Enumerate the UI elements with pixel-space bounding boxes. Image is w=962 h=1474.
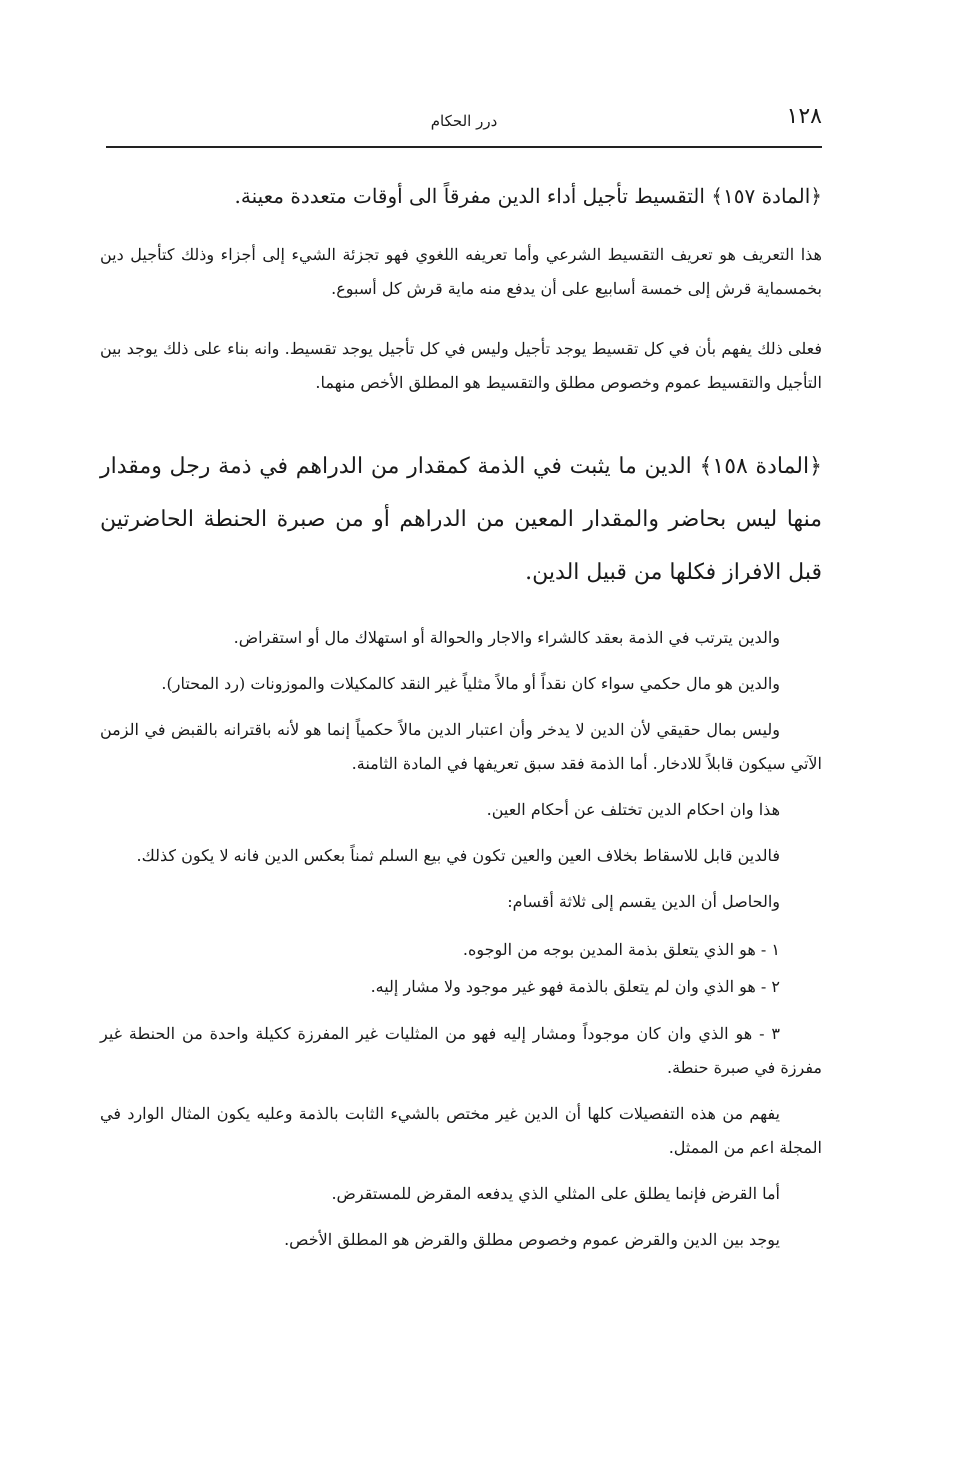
paragraph-157-1: هذا التعريف هو تعريف التقسيط الشرعي وأما تعريفه اللغوي فهو تجزئة الشيء إلى أجزاء وذلك كتأجيل دين بخمسماية قرش إلى خمسة أسابيع على أن يدفع منه ماية قرش كل أسبوع. <box>100 245 822 298</box>
paragraph-158-5: فالدين قابل للاسقاط بخلاف العين والعين تكون في بيع السلم ثمناً بعكس الدين فانه لا يكون كذلك. <box>136 846 780 865</box>
list-item: ٢ - هو الذي وان لم يتعلق بالذمة فهو غير موجود ولا مشار إليه. <box>370 977 780 996</box>
paragraph-158-4: هذا وان احكام الدين تختلف عن أحكام العين. <box>486 800 780 819</box>
list-item: ١ - هو الذي يتعلق بذمة المدين بوجه من الوجوه. <box>462 940 780 959</box>
closing-paragraph-3: يوجد بين الدين والقرض عموم وخصوص مطلق والقرض هو المطلق الأخص. <box>284 1230 780 1249</box>
paragraph-158-6: والحاصل أن الدين يقسم إلى ثلاثة أقسام: <box>507 892 780 911</box>
list-item-3: ٣ - هو الذي وان كان موجوداً ومشار إليه فهو من المثليات غير المفرزة ككيلة واحدة من الحنطة غير مفرزة في صبرة حنطة. <box>100 1024 822 1077</box>
debt-types-list <box>100 931 822 1005</box>
header-divider <box>106 146 822 148</box>
closing-paragraph-2: أما القرض فإنما يطلق على المثلي الذي يدفعه المقرض للمستقرض. <box>331 1184 780 1203</box>
paragraph-158-3: وليس بمال حقيقي لأن الدين لا يدخر وأن اعتبار الدين مالاً حكمياً إنما هو لأنه باقترانه بالقبض في الزمن الآتي سيكون قابلاً للادخار. أما الذمة فقد سبق تعريفها في المادة الثامنة. <box>100 720 822 773</box>
paragraph-158-1: والدين يترتب في الذمة بعقد كالشراء والاجار والحوالة أو استهلاك مال أو استقراض. <box>233 628 780 647</box>
page-number: ١٢٨ <box>786 104 822 129</box>
paragraph-158-2: والدين هو مال حكمي سواء كان نقداً أو مالاً مثلياً غير النقد كالمكيلات والموزونات (رد المحتار). <box>161 674 780 693</box>
article-157-heading: ﴿المادة ١٥٧﴾ التقسيط تأجيل أداء الدين مفرقاً الى أوقات متعددة معينة. <box>234 184 822 208</box>
closing-paragraph-1: يفهم من هذه التفصيلات كلها أن الدين غير مختص بالشيء الثابت بالذمة وعليه يكون المثال الوارد في المجلة اعم من الممثل. <box>100 1104 822 1157</box>
running-title: درر الحكام <box>430 112 498 130</box>
article-158-heading: ﴿المادة ١٥٨﴾ الدين ما يثبت في الذمة كمقدار من الدراهم في ذمة رجل ومقدار منها ليس بحاضر والمقدار المعين من الدراهم أو من صبرة الحنطة الحاضرتين قبل الافراز فكلها من قبيل الدين. <box>100 454 822 585</box>
paragraph-157-2: فعلى ذلك يفهم بأن في كل تقسيط يوجد تأجيل وليس في كل تأجيل يوجد تقسيط. وانه بناء على ذلك يوجد بين التأجيل والتقسيط عموم وخصوص مطلق والتقسيط هو المطلق الأخص منهما. <box>100 339 823 392</box>
page-header <box>106 100 822 148</box>
page-content <box>100 176 822 1269</box>
